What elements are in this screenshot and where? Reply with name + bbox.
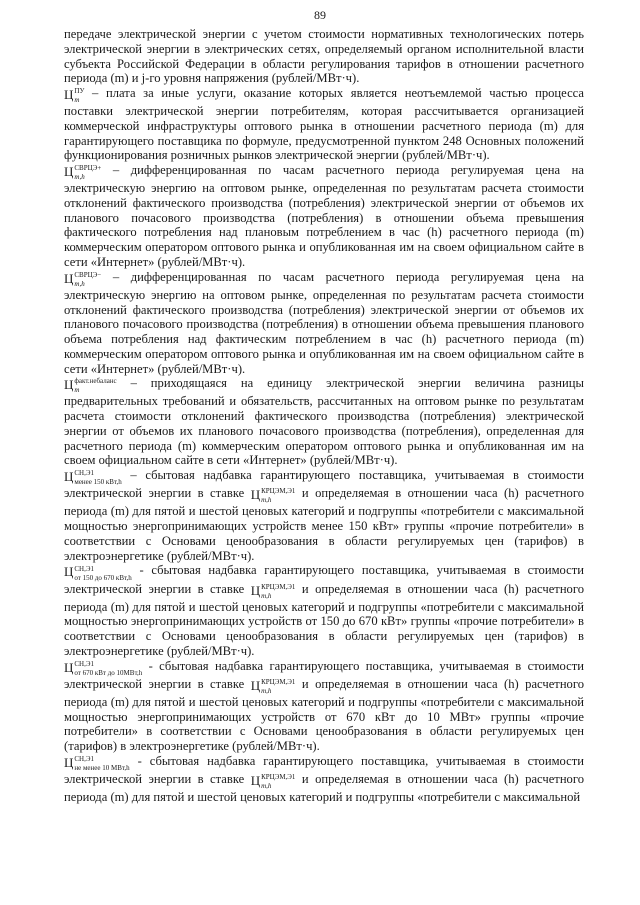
definition-text-cont: и определяемая в отношении часа (h) расчетного периода (m) для пятой и шестой ценовых категорий и подгруппы «потребители с максимальной [64,771,585,805]
page-number: 89 [314,8,326,22]
definition-sn-not-less-10mw [64,754,584,805]
definition-text: – приходящаяся на единицу электрической энергии величина разницы предварительных требований и обязательств, рассчитанных на оптовом рынке по результатам расчета стоимости отклонений фактического производства (потребления) электрической энергии от объемов их планового почасового производства (потребления), определенная для расчетного периода (m) коммерческим оператором оптового рынка и опубликованная им на своем официальном сайте в сети «Интернет» (рублей/МВт·ч). [64,376,584,468]
definition-svrcz-minus [64,270,584,377]
definition-sn-150-670 [64,563,584,658]
document-body [64,27,584,805]
definition-text: - сбытовая надбавка гарантирующего поставщика, учитываемая в стоимости электрической энергии в ставке [64,753,584,786]
definition-text: – дифференцированная по часам расчетного периода регулируемая цена на электрическую энергию на оптовом рынке, определенная по результатам расчета стоимости отклонений фактического производства (потребления) электрической энергии от объемов их планового почасового производства (потребления) в отношении объема превышения планового объема потребления над фактическим потреблением в час (h) расчетного периода (m) коммерческим оператором оптового рынка и опубликованная им на своем официальном сайте в сети «Интернет» (рублей/МВт·ч). [64,269,584,376]
definition-text: - сбытовая надбавка гарантирующего поставщика, учитываемая в стоимости электрической энергии в ставке [64,563,584,596]
definition-sn-670-10mw [64,659,584,754]
definition-text-cont: и определяемая в отношении часа (h) расчетного периода (m) для пятой и шестой ценовых категорий и подгруппы «потребители с максимальной мощностью энергопринимающих устройств от 670 кВт до 10 МВт» группы «прочие потребители» в соответствии с Основами ценообразования в области регулируемых цен (тарифов) в электроэнергетике (рублей/МВт·ч). [64,676,585,754]
definition-text: - сбытовая надбавка гарантирующего поставщика, учитываемая в стоимости электрической энергии в ставке [64,658,584,691]
formula-symbol: Ц факт.небаланс m [64,377,117,395]
formula-symbol-krcem: Ц КРЦЭМ,Э1 m,h [250,772,296,791]
formula-symbol: Ц СН,Э1 не менее 10 МВт,h [64,754,130,772]
formula-symbol: Ц СН,Э1 менее 150 кВт,h [64,469,122,487]
definition-text: – плата за иные услуги, оказание которых является неотъемлемой частью процесса поставки электрической энергии потребителям, которая рассчитывается организацией коммерческой инфраструктуры оптового рынка в отношении расчетного периода (m) для гарантирующего поставщика по формуле, предусмотренной пунктом 248 Основных положений функционирования розничных рынков электрической энергии (рублей/МВт·ч). [64,86,584,163]
definition-sn-less-150 [64,468,584,563]
definition-text: – дифференцированная по часам расчетного периода регулируемая цена на электрическую энергию на оптовом рынке, определенная по результатам расчета стоимости отклонений фактического производства (потребления) электрической энергии от объемов их планового почасового производства (потребления) в отношении объема превышения фактического потребления над плановым потреблением в час (h) расчетного периода (m) коммерческим оператором оптового рынка и опубликованная им на своем официальном сайте в сети «Интернет» (рублей/МВт·ч). [64,163,584,269]
definition-text-cont: и определяемая в отношении часа (h) расчетного периода (m) для пятой и шестой ценовых категорий и подгруппы «потребители с максимальной мощностью энергопринимающих устройств менее 150 кВт» группы «прочие потребители» в соответствии с Основами ценообразования в области регулируемых цен (тарифов) в электроэнергетике (рублей/МВт·ч). [64,486,585,563]
formula-symbol-krcem: Ц КРЦЭМ,Э1 m,h [250,677,296,695]
formula-symbol-krcem: Ц КРЦЭМ,Э1 m,h [250,487,296,505]
formula-symbol: Ц СВРЦЭ− m,h [64,270,102,288]
definition-text: – сбытовая надбавка гарантирующего поставщика, учитываемая в стоимости электрической энергии в ставке [64,468,584,501]
formula-symbol: Ц СН,Э1 от 150 до 670 кВт,h [64,564,132,582]
paragraph-intro: передаче электрической энергии с учетом стоимости нормативных технологических потерь электрической энергии в электрических сетях, определяемый органом исполнительной власти субъекта Российской Федерации в области регулирования тарифов в отношении расчетного периода (m) и j-го уровня напряжения (рублей/МВт·ч). [64,27,584,86]
formula-symbol-krcem: Ц КРЦЭМ,Э1 m,h [250,582,296,600]
definition-fakt-nebalans [64,376,584,468]
definition-text-cont: и определяемая в отношении часа (h) расчетного периода (m) для пятой и шестой ценовых категорий и подгруппы «потребители с максимальной мощностью энергопринимающих устройств от 150 до 670 кВт» группы «прочие потребители» в соответствии с Основами ценообразования в области регулируемых цен (тарифов) в электроэнергетике (рублей/МВт·ч). [64,581,585,658]
formula-symbol: Ц ПУ m [64,87,85,105]
definition-svrcz-plus [64,163,584,270]
formula-symbol: Ц СН,Э1 от 670 кВт до 10МВт,h [64,659,143,677]
formula-symbol: Ц СВРЦЭ+ m,h [64,164,102,182]
definition-pu [64,86,584,163]
